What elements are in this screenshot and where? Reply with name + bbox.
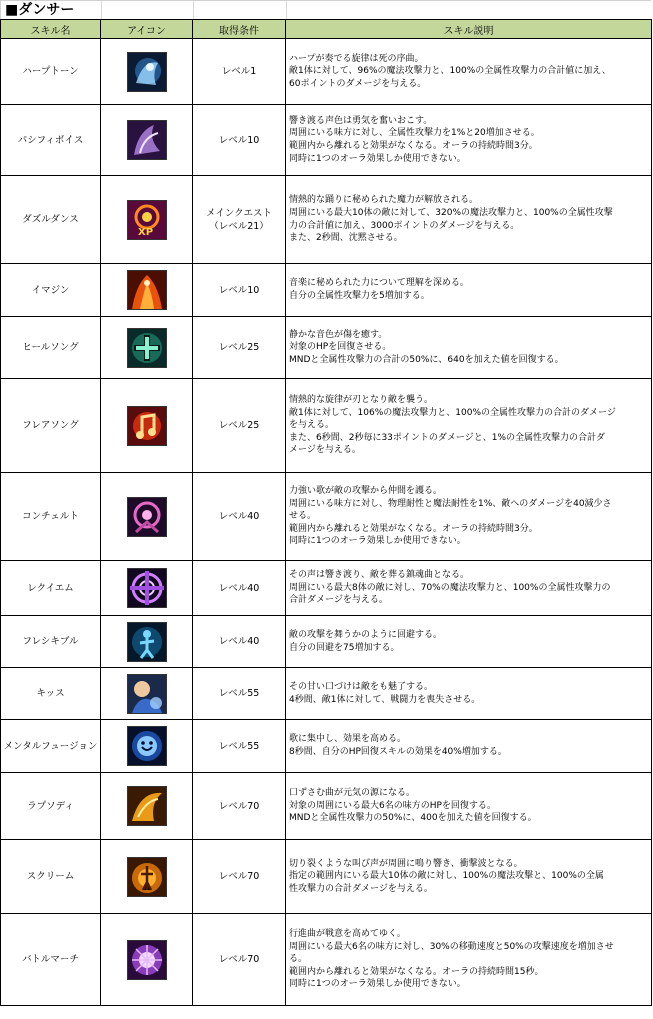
description-line: 4秒間、敵1体に対して、戦闘力を喪失させる。 [289,694,481,705]
description-line: 同時に1つのオーラ効果しか使用できない。 [289,536,466,547]
skill-icon-cell [101,561,193,616]
description-line: を与える。 [289,420,335,431]
description-line: 合計ダメージを与える。 [289,595,388,606]
skill-description [286,264,652,317]
description-line: メージを与える。 [289,445,361,456]
skill-name: フレアソング [1,379,101,473]
description-line: 8秒間、自分のHP回復スキルの効果を40%増加する。 [289,747,507,757]
skill-condition [193,473,286,561]
description-line: 範囲内から離れると効果がなくなる。オーラの持続時間3分。 [289,141,538,151]
harp-tone-icon [127,52,167,92]
description-line: 周囲にいる味方に対し、物理耐性と魔法耐性を1%、敵へのダメージを40減少さ [289,498,612,509]
table-row [1,105,652,176]
condition-line: （レベル21） [209,220,269,232]
table-row [1,914,652,1006]
description-line: 口ずさむ曲が元気の源になる。 [289,788,416,799]
description-line: 60ポイントのダメージを与える。 [289,78,427,89]
condition-line: レベル40 [218,636,260,647]
description-line: 敵の攻撃を舞うかのように回避する。 [289,629,443,640]
battle-march-icon [127,940,167,980]
description-line: る。 [289,954,308,965]
skill-description [286,176,652,264]
skill-name: ハープトーン [1,39,101,105]
skill-icon-cell [101,176,193,264]
description-line: せる。 [289,511,317,522]
heal-song-icon [127,328,167,368]
pacifi-voice-icon [127,120,167,160]
skill-icon-cell [101,317,193,379]
condition-line: レベル55 [218,688,260,699]
table-row [1,379,652,473]
description-line: 対象の周囲にいる最大6名の味方のHPを回復する。 [289,800,496,811]
table-header-row [1,20,652,39]
skill-condition [193,176,286,264]
description-line: 範囲内から離れると効果がなくなる。オーラの持続時間15秒。 [289,966,544,977]
table-row [1,720,652,773]
description-line: 自分の全属性攻撃力を5増加する。 [289,291,430,301]
skill-icon-cell [101,840,193,914]
skill-name: キッス [1,668,101,720]
table-row [1,176,652,264]
skill-name: ダズルダンス [1,176,101,264]
skill-condition [193,39,286,105]
description-line: 対象のHPを回復させる。 [289,342,392,353]
skill-icon-cell [101,616,193,668]
flexible-icon [127,622,167,662]
kiss-icon [127,674,167,714]
description-line: 響き渡る声色は勇気を奮いおこす。 [289,115,433,126]
description-line: 情熱的な踊りに秘められた魔力が解放される。 [289,195,479,206]
header-description: スキル説明 [286,20,652,39]
header-icon: アイコン [101,20,193,39]
flare-song-icon [127,406,167,446]
skill-table-body [1,39,652,1006]
skill-description [286,561,652,616]
requiem-icon [127,568,167,608]
skill-name: コンチェルト [1,473,101,561]
description-line: ハープが奏でる旋律は死の序曲。 [289,53,424,64]
skill-condition [193,264,286,317]
skill-description [286,473,652,561]
skill-description [286,914,652,1006]
table-row [1,668,652,720]
imagine-icon [127,270,167,310]
description-line: 同時に1つのオーラ効果しか使用できない。 [289,979,466,990]
skill-description [286,720,652,773]
sheet-gridline [286,1,287,19]
table-row [1,39,652,105]
description-line: 行進曲が戦意を高めてゆく。 [289,929,406,940]
description-line: 音楽に秘められた力について理解を深める。 [289,278,469,289]
sheet-gridline [101,1,102,19]
section-title [0,0,651,19]
table-row [1,473,652,561]
sheet-gridline [193,1,194,19]
skill-icon-cell [101,473,193,561]
description-line: 敵1体に対して、96%の魔法攻撃力と、100%の全属性攻撃力の合計値に加え、 [289,66,611,77]
description-line: 同時に1つのオーラ効果しか使用できない。 [289,153,466,164]
description-line: 周囲にいる味方に対し、全属性攻撃力を1%と20増加させる。 [289,128,540,139]
skill-condition [193,914,286,1006]
condition-line: レベル25 [218,342,260,353]
table-row [1,773,652,840]
description-line: 歌に集中し、効果を高める。 [289,734,407,745]
skill-name: ラプソディ [1,773,101,840]
description-line: 性攻撃力の合計ダメージを与える。 [289,883,433,894]
table-row [1,840,652,914]
skill-description [286,668,652,720]
skill-condition [193,616,286,668]
condition-line: レベル10 [218,284,260,296]
skill-description [286,616,652,668]
description-line: MNDと全属性攻撃力の50%に、400を加えた値を回復する。 [289,813,537,824]
description-line: MNDと全属性攻撃力の合計の50%に、640を加えた値を回復する。 [289,354,564,365]
skill-name: スクリーム [1,840,101,914]
description-line: 周囲にいる最大10体の敵に対して、320%の魔法攻撃力と、100%の全属性攻撃 [289,207,613,218]
skill-icon-cell [101,264,193,317]
dazzle-dance-icon [127,200,167,240]
rhapsody-icon [127,786,167,826]
skill-condition [193,840,286,914]
table-row [1,616,652,668]
skill-name: ヒールソング [1,317,101,379]
skill-name: フレシキブル [1,616,101,668]
table-row [1,561,652,616]
description-line: 範囲内から離れると効果がなくなる。オーラの持続時間3分。 [289,523,538,534]
description-line: また、2秒間、沈黙させる。 [289,233,403,244]
skill-description [286,379,652,473]
skill-condition [193,720,286,773]
skill-name: パシフィボイス [1,105,101,176]
skill-icon-cell [101,773,193,840]
skill-description [286,773,652,840]
skill-condition [193,561,286,616]
description-line: その甘い口づけは敵をも魅了する。 [289,681,434,692]
skill-icon-cell [101,914,193,1006]
skill-condition [193,668,286,720]
skill-description [286,105,652,176]
skill-name: レクイエム [1,561,101,616]
skill-icon-cell [101,39,193,105]
condition-line: メインクエスト [206,207,272,219]
table-row [1,264,652,317]
description-line: その声は響き渡り、敵を葬る鎮魂曲となる。 [289,570,470,581]
condition-line: レベル10 [218,134,260,146]
skill-condition [193,773,286,840]
skill-table [0,19,652,1006]
svg-text:XP: XP [137,226,153,238]
description-line: 周囲にいる最大8体の敵に対し、70%の魔法攻撃力と、100%の全属性攻撃力の [289,582,611,593]
description-line: 敵1体に対して、106%の魔法攻撃力と、100%の全属性攻撃力の合計のダメージ [289,407,616,418]
skill-name: バトルマーチ [1,914,101,1006]
header-skill-name: スキル名 [1,20,101,39]
skill-condition [193,317,286,379]
condition-line: レベル70 [218,800,260,812]
condition-line: レベル25 [218,420,260,431]
description-line: 指定の範囲内にいる最大10体の敵に対し、100%の魔法攻撃と、100%の全属 [289,871,604,882]
header-condition: 取得条件 [193,20,286,39]
skill-description [286,39,652,105]
skill-icon-cell [101,668,193,720]
mental-fusion-icon [127,726,167,766]
scream-icon [127,857,167,897]
skill-name: イマジン [1,264,101,317]
condition-line: レベル70 [218,871,260,882]
description-line: 力強い歌が敵の攻撃から仲間を護る。 [289,486,443,497]
condition-line: レベル55 [218,740,260,752]
skill-description [286,840,652,914]
skill-icon-cell [101,105,193,176]
condition-line: レベル40 [218,582,260,594]
condition-line: レベル1 [221,66,257,77]
description-line: 周囲にいる最大6名の味方に対し、30%の移動速度と50%の攻撃速度を増加させ [289,941,614,952]
skill-icon-cell [101,379,193,473]
section-title-text: ■ダンサー [5,2,75,18]
skill-icon-cell [101,720,193,773]
description-line: 自分の回避を75増加する。 [289,642,400,653]
skill-name: メンタルフュージョン [1,720,101,773]
description-line: 切り裂くような叫び声が周囲に鳴り響き、衝撃波となる。 [289,858,523,869]
table-row [1,317,652,379]
description-line: 情熱的な旋律が刃となり敵を襲う。 [289,395,434,406]
condition-line: レベル40 [218,511,260,522]
description-line: 力の合計値に加え、3000ポイントのダメージを与える。 [289,220,520,231]
concerto-icon [127,497,167,537]
description-line: 静かな音色が傷を癒す。 [289,329,388,340]
skill-description [286,317,652,379]
condition-line: レベル70 [218,954,260,965]
description-line: また、6秒間、2秒毎に33ポイントのダメージと、1%の全属性攻撃力の合計ダ [289,432,606,443]
skill-condition [193,379,286,473]
skill-condition [193,105,286,176]
